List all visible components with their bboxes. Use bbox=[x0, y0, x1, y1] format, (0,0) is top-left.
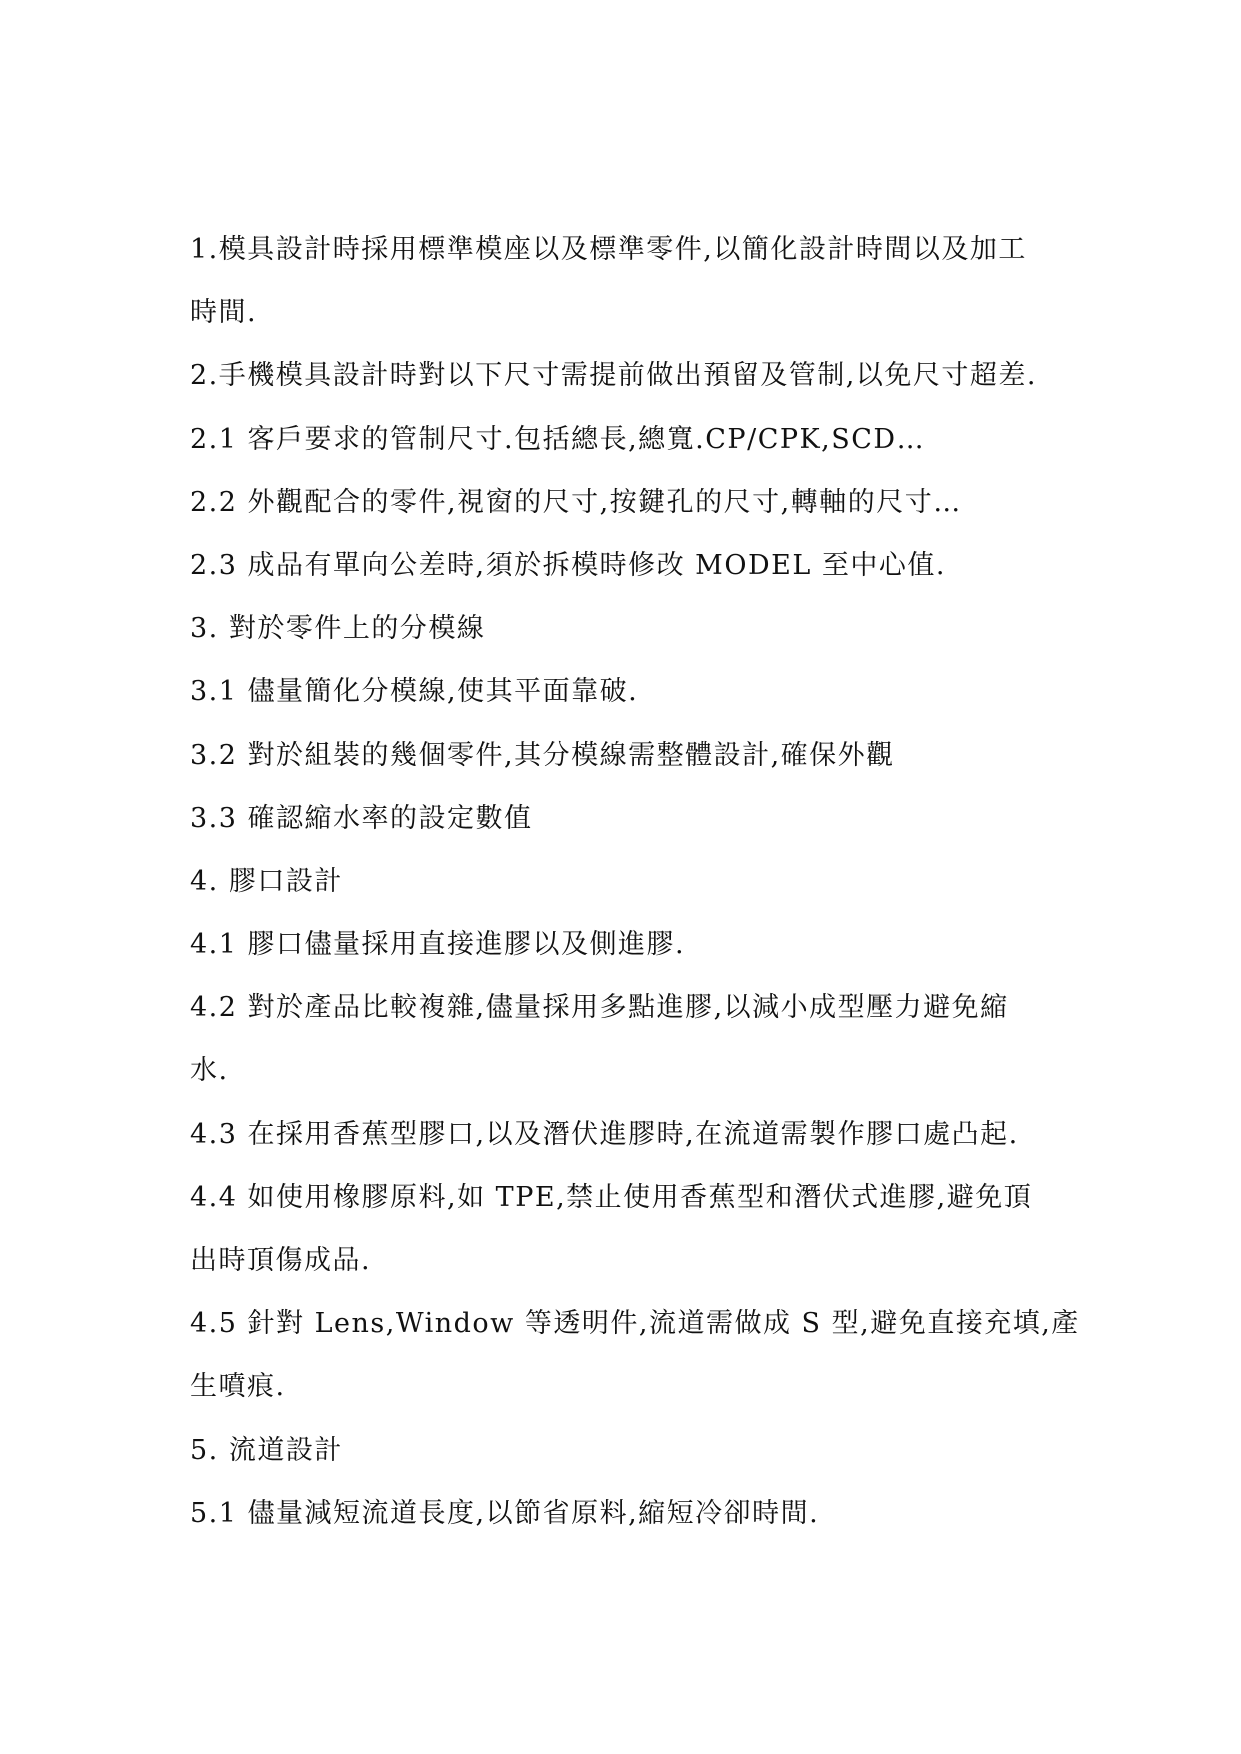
text-line: 3.1 儘量簡化分模線,使其平面靠破. bbox=[190, 676, 639, 708]
section-heading: 3. 對於零件上的分模線 bbox=[190, 613, 486, 645]
text-line: 出時頂傷成品. bbox=[190, 1245, 372, 1276]
text-line: 4.2 對於產品比較複雜,儘量採用多點進膠,以減小成型壓力避免縮 bbox=[190, 992, 1009, 1024]
text-line: 5.1 儘量減短流道長度,以節省原料,縮短冷卻時間. bbox=[190, 1497, 820, 1529]
text-line: 4.4 如使用橡膠原料,如 TPE,禁止使用香蕉型和潛伏式進膠,避免頂 bbox=[190, 1181, 1033, 1213]
text-line: 生噴痕. bbox=[190, 1371, 286, 1403]
text-line: 時間. bbox=[190, 297, 258, 329]
text-line: 2.3 成品有單向公差時,須於拆模時修改 MODEL 至中心值. bbox=[190, 549, 946, 581]
text-line: 3.2 對於組裝的幾個零件,其分模線需整體設計,確保外觀 bbox=[190, 739, 895, 771]
text-line: 2.手機模具設計時對以下尺寸需提前做出預留及管制,以免尺寸超差. bbox=[190, 360, 1037, 392]
text-line: 4.1 膠口儘量採用直接進膠以及側進膠. bbox=[190, 929, 686, 961]
text-line: 3.3 確認縮水率的設定數值 bbox=[190, 802, 533, 834]
section-heading: 5. 流道設計 bbox=[190, 1434, 343, 1466]
text-line: 2.1 客戶要求的管制尺寸.包括總長,總寬.CP/CPK,SCD… bbox=[190, 423, 926, 455]
text-line: 4.3 在採用香蕉型膠口,以及潛伏進膠時,在流道需製作膠口處凸起. bbox=[190, 1118, 1019, 1150]
text-line: 水. bbox=[190, 1055, 229, 1087]
text-line: 4.5 針對 Lens,Window 等透明件,流道需做成 S 型,避免直接充填,產 bbox=[190, 1308, 1080, 1340]
text-line: 2.2 外觀配合的零件,視窗的尺寸,按鍵孔的尺寸,轉軸的尺寸… bbox=[190, 486, 962, 518]
document-body bbox=[190, 218, 1080, 1545]
section-heading: 4. 膠口設計 bbox=[190, 865, 343, 897]
text-line: 1.模具設計時採用標準模座以及標準零件,以簡化設計時間以及加工 bbox=[190, 234, 1027, 265]
